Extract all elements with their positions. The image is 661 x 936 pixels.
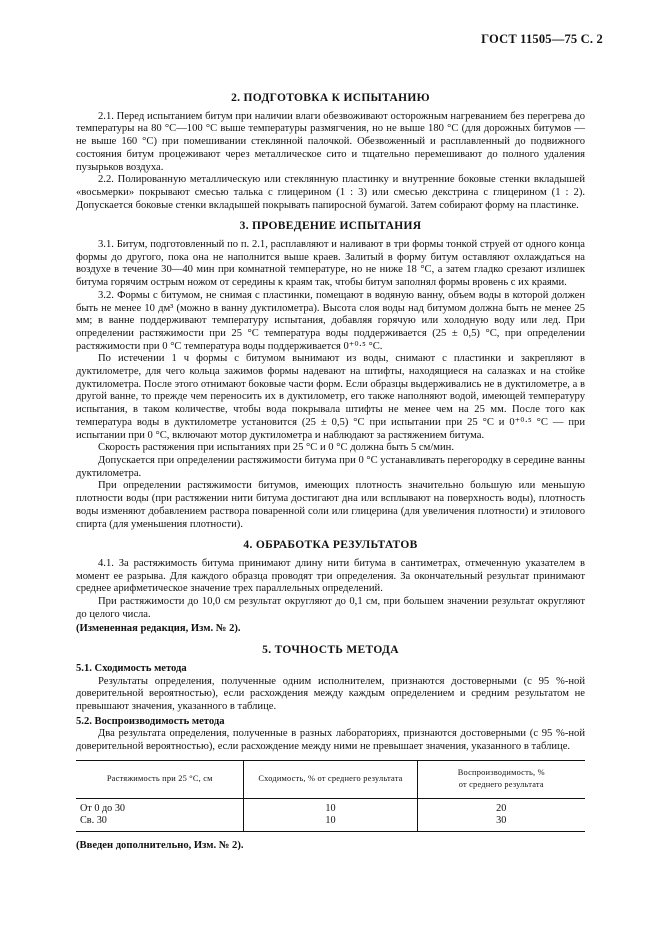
paragraph: Допускается при определении растяжимости битума при 0 °С устанавливать перегородку в середине ванны дуктилометра. <box>76 454 585 479</box>
table-cell: Св. 30 <box>76 815 244 832</box>
table-cell: 30 <box>417 815 585 832</box>
paragraph: Два результата определения, полученные в разных лабораториях, признаются достоверными (с 95 %-ной доверительной вероятностью), если расхождение между ними не превышает значения, указанного в таблице. <box>76 728 585 753</box>
paragraph: Результаты определения, полученные одним исполнителем, признаются достоверными (с 95 %-ной доверительной вероятностью), если расхождения между каждым определением и средним результатом не превышают значения, указанного в таблице. <box>76 675 585 712</box>
section-title: 5. ТОЧНОСТЬ МЕТОДА <box>262 644 399 657</box>
paragraph: 4.1. За растяжимость битума принимают длину нити битума в сантиметрах, отмеченную указателем в момент ее разрыва. Для каждого образца проводят три определения. За окончательный результат принимают среднее арифметическое значение трех параллельных определений. <box>76 557 585 595</box>
table-cell: От 0 до 30 <box>80 803 126 815</box>
page-header: ГОСТ 11505—75 С. 2 <box>481 32 603 46</box>
table-cell: 10 <box>244 815 417 832</box>
paragraph: 3.1. Битум, подготовленный по п. 2.1, расплавляют и наливают в три формы тонкой струей от одного конца формы до другого, пока она не наполнится выше краев. Залитый в форму битум оставляют охлаждаться на воздухе в течение 30—40 мин при комнатной температуре, но не ниже 18 °С, а затем гладко срезают излишек битума горячим острым ножом от середины к краям так, чтобы битум заполнял формы вровень с их краями. <box>76 239 585 289</box>
table-cell: 20 <box>417 799 585 816</box>
subsection-title: 5.1. Сходимость метода <box>76 662 187 674</box>
table-cell: 10 <box>244 799 417 816</box>
table-header-cell: Растяжимость при 25 °С, см <box>76 760 244 798</box>
table-row <box>76 799 585 816</box>
section-preparation <box>76 92 585 212</box>
section-title: 3. ПРОВЕДЕНИЕ ИСПЫТАНИЯ <box>239 220 422 233</box>
paragraph: 2.1. Перед испытанием битум при наличии влаги обезвоживают осторожным нагреванием без перегрева до температуры на 80 °С—100 °С выше температуры размягчения, но не выше 180 °С (для дорожных битумов — не выше 160 °С) при помешивании стеклянной палочкой. Обезвоженный и расплавленный до подвижного состояния битум процеживают через металлическое сито и тщательно перемешивают до полного удаления пузырьков воздуха. <box>76 110 585 173</box>
table-header-row <box>76 760 585 798</box>
section-precision <box>76 644 585 853</box>
section-procedure <box>76 220 585 531</box>
paragraph: 2.2. Полированную металлическую или стеклянную пластинку и внутренние боковые стенки вкладышей «восьмерки» покрывают смесью талька с глицерином (1 : 3) или смесью декстрина с глицерином (1 : 2). Допускается боковые стенки вкладышей покрывать папиросной бумагой. Затем собирают форму на пластинке. <box>76 174 585 211</box>
paragraph: Скорость растяжения при испытаниях при 25 °С и 0 °С должна быть 5 см/мин. <box>98 442 454 454</box>
table-header-cell: Сходимость, % от среднего результата <box>244 760 417 798</box>
precision-table <box>76 760 585 832</box>
amendment-note: (Измененная редакция, Изм. № 2). <box>76 623 241 635</box>
subsection-title: 5.2. Воспроизводимость метода <box>76 715 225 727</box>
paragraph: При определении растяжимости битумов, имеющих плотность значительно большую или меньшую плотности воды (при растяжении нити битума достигают дна или всплывают на поверхность воды), плотность воды изменяют добавлением раствора поваренной соли или глицерина (для увеличения плотности) и этилового спирта (для уменьшения плотности). <box>76 480 585 530</box>
table-header-cell: Воспроизводимость, % от среднего результата <box>417 760 585 798</box>
section-results <box>76 539 585 636</box>
document-body <box>76 92 585 861</box>
amendment-note: (Введен дополнительно, Изм. № 2). <box>76 840 244 852</box>
section-title: 2. ПОДГОТОВКА К ИСПЫТАНИЮ <box>231 92 430 104</box>
section-title: 4. ОБРАБОТКА РЕЗУЛЬТАТОВ <box>243 539 418 552</box>
table-row <box>76 815 585 832</box>
paragraph: 3.2. Формы с битумом, не снимая с пластинки, помещают в водяную ванну, объем воды в которой должен быть не менее 10 дм³ (можно в ванну дуктилометра). Высота слоя воды над битумом должна быть не менее 25 мм; в ванне поддерживают температуру испытания, добавляя горячую или холодную воду или лед. При определении растяжимости при 25 °С температура воды поддерживается (25 ± 0,5) °С, при определении растяжимости при 0 °С температура воды поддерживается 0⁺⁰·⁵ °С. <box>76 289 585 352</box>
paragraph: При растяжимости до 10,0 см результат округляют до 0,1 см, при большем значении результат округляют до целого числа. <box>76 596 585 620</box>
paragraph: По истечении 1 ч формы с битумом вынимают из воды, снимают с пластинки и закрепляют в дуктилометре, для чего кольца зажимов формы надевают на штифты, находящиеся на салазках и на стойке дуктилометра. После этого отнимают боковые части форм. Если образцы выдерживались не в дуктилометре, а в другой ванне, то прежде чем переносить их в дуктилометр, его также наполняют водой, имеющей температуру испытания, в таком количестве, чтобы вода покрывала штифты не менее чем на 25 мм. После того как температура воды в дуктилометре установится (25 ± 0,5) °С при испытании при 25 °С и 0⁺⁰·⁵ °С — при испытании при 0 °С, включают мотор дуктилометра и наблюдают за растяжением битума. <box>76 353 585 441</box>
